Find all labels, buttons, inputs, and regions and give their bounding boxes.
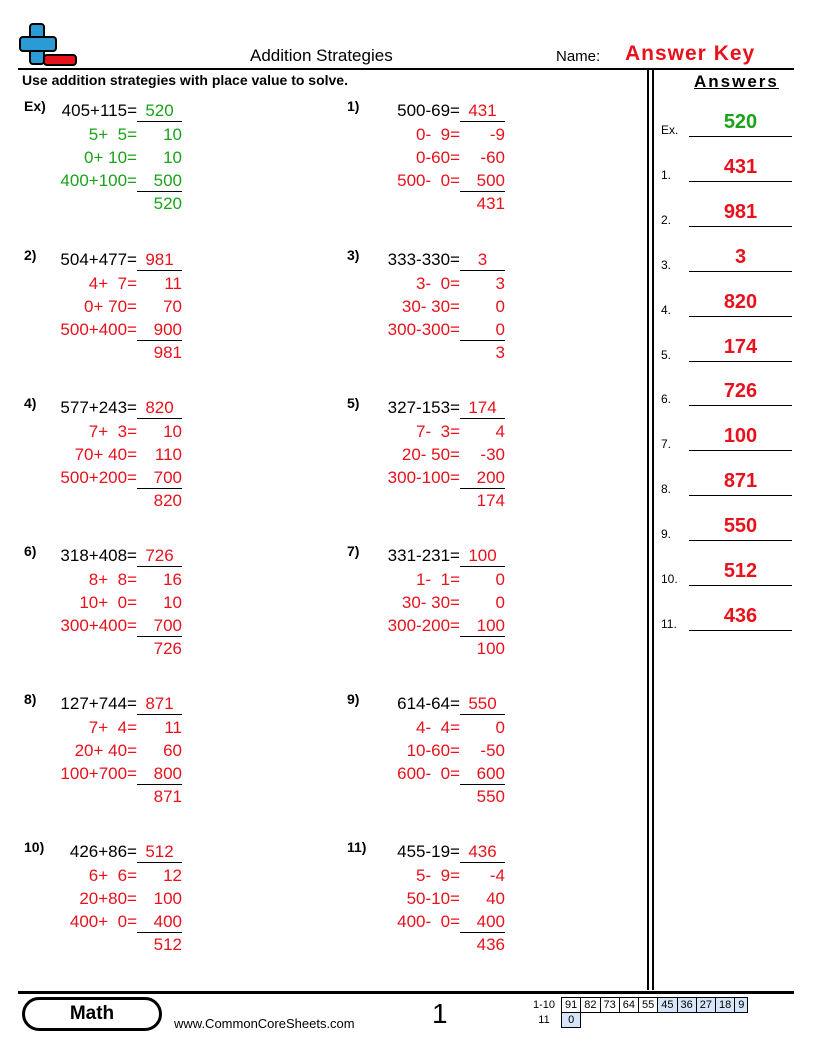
step-expression: 500+200= [60, 468, 137, 487]
step-value: 0 [460, 320, 505, 341]
problem [347, 691, 537, 811]
answer-key-row [661, 425, 793, 453]
step-value: 700 [137, 468, 182, 489]
answer-blank[interactable]: 520 [137, 101, 182, 122]
step-value: 100 [153, 889, 182, 908]
step-value: 0 [495, 593, 505, 612]
step-value: 500 [137, 171, 182, 192]
answer-key-row [661, 111, 793, 139]
step-value: 10 [163, 422, 182, 441]
answer-blank[interactable]: 174 [460, 398, 505, 419]
step-expression: 400+100= [60, 171, 137, 190]
strategy-step [347, 615, 505, 637]
step-value: 10 [163, 593, 182, 612]
step-total: 431 [476, 194, 505, 213]
problem-expression [347, 397, 505, 419]
strategy-step [24, 865, 182, 887]
step-value: 3 [495, 274, 505, 293]
step-expression: 4- 4= [416, 718, 460, 737]
problem-expression [24, 397, 182, 419]
problem-expression [347, 693, 505, 715]
problem-expression [24, 249, 182, 271]
strategy-step [347, 296, 505, 318]
step-expression: 20+ 40= [74, 741, 137, 760]
strategy-step [347, 911, 505, 933]
step-expression: 5+ 5= [88, 125, 137, 144]
header-divider [18, 68, 794, 70]
strategy-step [347, 569, 505, 591]
problem-number: Ex) [24, 98, 46, 114]
step-value: 0 [495, 297, 505, 316]
step-value: 40 [486, 889, 505, 908]
problem-number: 4) [24, 395, 37, 411]
step-expression: 0- 9= [416, 125, 460, 144]
step-value: 11 [164, 718, 182, 737]
answer-key-label: 2. [661, 212, 672, 227]
answer-key-value[interactable]: 3 [689, 246, 792, 272]
answer-blank[interactable]: 431 [460, 101, 505, 122]
answer-blank[interactable]: 820 [137, 398, 182, 419]
step-total: 820 [153, 491, 182, 510]
step-total: 726 [153, 639, 182, 658]
answer-blank[interactable]: 3 [460, 250, 505, 271]
step-expression: 500+400= [60, 320, 137, 339]
answer-key-label: 6. [661, 392, 672, 407]
name-value: Answer Key [625, 42, 756, 65]
step-expression: 400+ 0= [69, 912, 137, 931]
answer-key-row [661, 380, 793, 408]
step-value: 100 [460, 616, 505, 637]
problem [347, 543, 537, 663]
answer-blank[interactable]: 871 [137, 694, 182, 715]
problem-number: 6) [24, 543, 37, 559]
step-value: 70 [163, 297, 182, 316]
problem-number: 2) [24, 247, 37, 263]
answer-key-label: 8. [661, 482, 672, 497]
step-expression: 300+400= [60, 616, 137, 635]
logo-icon [18, 22, 80, 68]
answer-blank[interactable]: 550 [460, 694, 505, 715]
score-cell: 27 [696, 998, 715, 1013]
answer-key-value[interactable]: 726 [689, 380, 792, 406]
strategy-step [24, 296, 182, 318]
step-expression: 10-60= [406, 741, 460, 760]
strategy-step [24, 569, 182, 591]
expression-text: 455-19= [397, 842, 460, 861]
step-expression: 10+ 0= [79, 593, 137, 612]
score-cell: 91 [562, 998, 581, 1013]
problem-number: 7) [347, 543, 360, 559]
step-value: 10 [163, 125, 182, 144]
score-cell: 9 [735, 998, 748, 1013]
step-value: 400 [460, 912, 505, 933]
expression-text: 500-69= [397, 101, 460, 120]
answer-blank[interactable]: 436 [460, 842, 505, 863]
strategy-step [347, 763, 505, 785]
expression-text: 405+115= [61, 101, 137, 120]
score-cell: 36 [677, 998, 696, 1013]
problem-expression [24, 545, 182, 567]
score-row [530, 1013, 748, 1028]
strategy-step [24, 467, 182, 489]
strategy-step [347, 273, 505, 295]
strategy-step [24, 717, 182, 739]
score-cell: 82 [581, 998, 600, 1013]
step-expression: 4+ 7= [88, 274, 137, 293]
problem-number: 5) [347, 395, 360, 411]
strategy-step [347, 147, 505, 169]
step-value: 16 [163, 570, 182, 589]
score-cell: 0 [562, 1013, 581, 1028]
strategy-step [347, 124, 505, 146]
problem-number: 8) [24, 691, 37, 707]
answer-key-value[interactable]: 820 [689, 291, 792, 317]
score-cell: 73 [600, 998, 619, 1013]
answer-key-label: 9. [661, 527, 672, 542]
step-expression: 600- 0= [397, 764, 460, 783]
score-cell: 45 [658, 998, 677, 1013]
strategy-step [24, 615, 182, 637]
answer-key-value[interactable]: 512 [689, 560, 792, 586]
strategy-step [24, 763, 182, 785]
step-value: 400 [137, 912, 182, 933]
step-expression: 30- 30= [401, 593, 460, 612]
step-expression: 5- 9= [416, 866, 460, 885]
step-expression: 7+ 4= [88, 718, 137, 737]
strategy-step [24, 421, 182, 443]
step-value: 0 [495, 718, 505, 737]
answer-key-value[interactable]: 436 [689, 605, 792, 631]
answer-key-value[interactable]: 981 [689, 201, 792, 227]
problem [24, 247, 214, 367]
score-cell: 64 [619, 998, 638, 1013]
strategy-step [24, 592, 182, 614]
answer-key-label: Ex. [661, 123, 679, 137]
step-total: 512 [153, 935, 182, 954]
score-row [530, 998, 748, 1013]
answer-key-row [661, 470, 793, 498]
problem-number: 11) [347, 839, 367, 855]
step-expression: 50-10= [406, 889, 460, 908]
answer-key-row [661, 336, 793, 364]
subject-badge: Math [22, 997, 162, 1031]
problem-expression [24, 100, 182, 122]
strategy-step [347, 319, 505, 341]
step-expression: 20- 50= [401, 445, 460, 464]
strategy-step [347, 888, 505, 910]
strategy-step [347, 467, 505, 489]
problem-expression [347, 545, 505, 567]
answer-blank[interactable]: 100 [460, 546, 505, 567]
expression-text: 327-153= [387, 398, 460, 417]
step-expression: 100+700= [60, 764, 137, 783]
score-row-label: 1-10 [533, 999, 556, 1011]
score-row-label: 11 [538, 1014, 550, 1026]
strategy-step [24, 124, 182, 146]
strategy-step [347, 444, 505, 466]
problem-expression [24, 693, 182, 715]
step-expression: 300-200= [387, 616, 460, 635]
answer-key-row [661, 246, 793, 274]
step-value: 700 [137, 616, 182, 637]
score-table [530, 997, 748, 1028]
problem-number: 1) [347, 98, 360, 114]
answer-key-value[interactable]: 520 [689, 111, 792, 137]
step-total: 3 [495, 343, 505, 362]
strategy-step [347, 421, 505, 443]
step-value: 4 [495, 422, 505, 441]
column-divider [652, 68, 654, 990]
step-total: 550 [476, 787, 505, 806]
answer-key-label: 4. [661, 302, 672, 317]
expression-text: 333-330= [387, 250, 460, 269]
step-expression: 7+ 3= [88, 422, 137, 441]
step-expression: 20+80= [79, 889, 137, 908]
answer-blank[interactable]: 726 [137, 546, 182, 567]
step-expression: 0+ 70= [84, 297, 137, 316]
step-expression: 7- 3= [416, 422, 460, 441]
strategy-step [24, 170, 182, 192]
step-expression: 70+ 40= [74, 445, 137, 464]
answer-key-label: 5. [661, 347, 672, 362]
answer-key-value[interactable]: 100 [689, 425, 792, 451]
answers-heading: Answers [694, 72, 779, 91]
score-cell: 18 [716, 998, 735, 1013]
step-expression: 0-60= [416, 148, 460, 167]
problem-expression [24, 841, 182, 863]
step-expression: 8+ 8= [88, 570, 137, 589]
answer-key-row [661, 156, 793, 184]
score-cell: 55 [639, 998, 658, 1013]
expression-text: 614-64= [397, 694, 460, 713]
problem-expression [347, 100, 505, 122]
step-expression: 500- 0= [397, 171, 460, 190]
step-total: 520 [153, 194, 182, 213]
problem-number: 9) [347, 691, 360, 707]
strategy-step [347, 592, 505, 614]
answer-key-label: 11. [661, 616, 677, 631]
step-expression: 30- 30= [401, 297, 460, 316]
step-expression: 3- 0= [416, 274, 460, 293]
strategy-step [24, 740, 182, 762]
step-value: -4 [489, 866, 505, 885]
problem-expression [347, 841, 505, 863]
expression-text: 331-231= [387, 546, 460, 565]
problem-number: 3) [347, 247, 360, 263]
expression-text: 127+744= [60, 694, 137, 713]
answer-key-row [661, 291, 793, 319]
strategy-step [347, 865, 505, 887]
step-value: 110 [154, 445, 182, 464]
step-value: -60 [480, 148, 505, 167]
step-total: 436 [476, 935, 505, 954]
step-total: 100 [476, 639, 505, 658]
step-expression: 1- 1= [416, 570, 460, 589]
answer-key-label: 10. [661, 572, 678, 586]
answer-key-row [661, 515, 793, 543]
strategy-step [24, 319, 182, 341]
answer-blank[interactable]: 981 [137, 250, 182, 271]
step-expression: 300-300= [387, 320, 460, 339]
problem [347, 98, 537, 218]
step-value: 200 [460, 468, 505, 489]
problem [347, 247, 537, 367]
step-value: 900 [137, 320, 182, 341]
strategy-step [24, 273, 182, 295]
step-value: 12 [163, 866, 182, 885]
strategy-step [24, 911, 182, 933]
problem [24, 543, 214, 663]
strategy-step [347, 717, 505, 739]
answer-key-value[interactable]: 431 [689, 156, 792, 182]
strategy-step [347, 170, 505, 192]
problem [24, 691, 214, 811]
step-expression: 300-100= [387, 468, 460, 487]
step-expression: 6+ 6= [88, 866, 137, 885]
name-label: Name: [556, 48, 601, 65]
answer-key-label: 7. [661, 437, 672, 452]
expression-text: 426+86= [69, 842, 137, 861]
problem [24, 395, 214, 515]
instructions: Use addition strategies with place value to solve. [22, 72, 348, 88]
strategy-step [347, 740, 505, 762]
page-title: Addition Strategies [250, 46, 393, 65]
step-value: 600 [460, 764, 505, 785]
answer-key-value[interactable]: 174 [689, 336, 792, 362]
step-value: -50 [480, 741, 505, 760]
strategy-step [24, 888, 182, 910]
answer-key-label: 1. [661, 167, 672, 182]
step-value: -30 [480, 445, 505, 464]
answer-key-value[interactable]: 550 [689, 515, 792, 541]
strategy-step [24, 147, 182, 169]
problem-number: 10) [24, 839, 45, 855]
problem [347, 395, 537, 515]
website-link[interactable]: www.CommonCoreSheets.com [174, 1016, 355, 1031]
problem [24, 98, 214, 218]
expression-text: 318+408= [60, 546, 137, 565]
step-value: 800 [137, 764, 182, 785]
step-value: 0 [495, 570, 505, 589]
answer-key-value[interactable]: 871 [689, 470, 792, 496]
answer-key-label: 3. [661, 257, 672, 272]
step-value: 11 [164, 274, 182, 293]
step-value: 10 [163, 148, 182, 167]
step-total: 871 [153, 787, 182, 806]
expression-text: 504+477= [60, 250, 137, 269]
answer-blank[interactable]: 512 [137, 842, 182, 863]
step-value: 500 [460, 171, 505, 192]
expression-text: 577+243= [60, 398, 137, 417]
step-total: 981 [153, 343, 182, 362]
footer-divider [18, 991, 794, 994]
answer-key-row [661, 560, 793, 588]
answer-key-row [661, 605, 793, 633]
answer-key-row [661, 201, 793, 229]
step-expression: 400- 0= [397, 912, 460, 931]
step-total: 174 [476, 491, 505, 510]
step-value: 60 [163, 741, 182, 760]
strategy-step [24, 444, 182, 466]
column-divider [647, 68, 649, 990]
step-value: -9 [489, 125, 505, 144]
problem-expression [347, 249, 505, 271]
step-expression: 0+ 10= [84, 148, 137, 167]
problem [24, 839, 214, 959]
page-number: 1 [432, 998, 448, 1029]
problem [347, 839, 537, 959]
